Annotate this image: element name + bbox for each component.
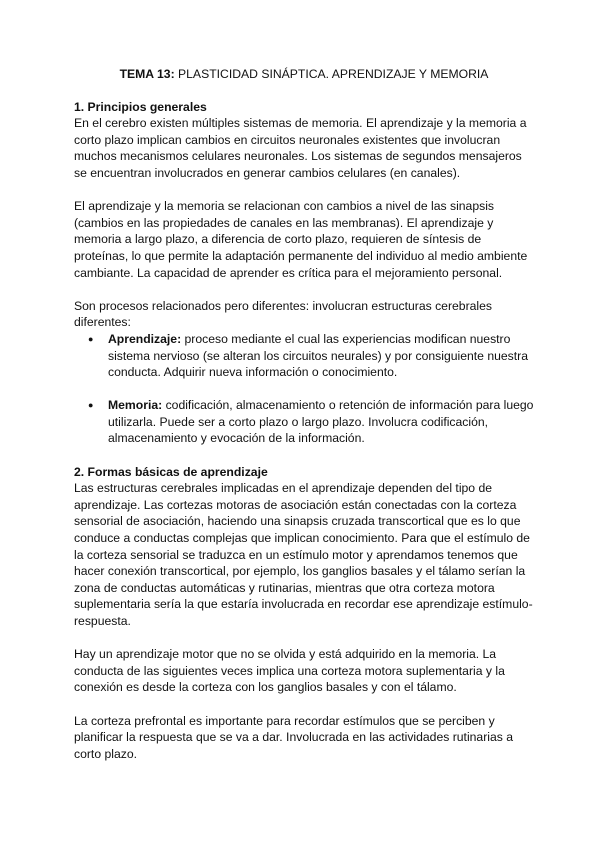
- title-text: PLASTICIDAD SINÁPTICA. APRENDIZAJE Y MEMORIA: [174, 67, 489, 81]
- document-title: [74, 66, 534, 83]
- definition-aprendizaje: proceso mediante el cual las experiencias modifican nuestro sistema nervioso (se alteran los circuitos neurales) y por consiguiente nuestra conducta. Adquirir nueva información o conocimiento.: [108, 331, 528, 380]
- list-item-memoria: [74, 397, 534, 447]
- section-2-paragraph-1: Las estructuras cerebrales implicadas en el aprendizaje dependen del tipo de aprendizaje. Las cortezas motoras de asociación están conectadas con la corteza sensorial de asociación, haciendo una sinapsis cruzada transcortical que es lo que conduce a conductas complejas que implican conocimiento. Para que el estímulo de la corteza sensorial se traduzca en un estímulo motor y aprendamos tenemos que hacer conexión transcortical, por ejemplo, los ganglios basales y el tálamo serían la zona de conductas automáticas y rutinarias, mientras que otra corteza motora suplementaria sería la que estaría involucrada en recordar ese aprendizaje estímulo-respuesta.: [74, 481, 533, 628]
- section-2-paragraph-3: La corteza prefrontal es importante para recordar estímulos que se perciben y planificar la respuesta que se va a dar. Involucrada en las actividades rutinarias a corto plazo.: [74, 713, 514, 761]
- section-1-paragraph-2: El aprendizaje y la memoria se relacionan con cambios a nivel de las sinapsis (cambios en las propiedades de canales en las membranas). El aprendizaje y memoria a largo plazo, a diferencia de corto plazo, requieren de síntesis de proteínas, lo que permite la adaptación permanente del individuo al medio ambiente cambiante. La capacidad de aprender es crítica para el mejoramiento personal.: [74, 199, 528, 280]
- document-page: [74, 66, 534, 762]
- section-1-paragraph-1: En el cerebro existen múltiples sistemas de memoria. El aprendizaje y la memoria a corto plazo implican cambios en circuitos neuronales existentes que involucran muchos mecanismos celulares neuronales. Los sistemas de segundos mensajeros se encuentran involucrados en generar cambios celulares (en canales).: [74, 116, 527, 180]
- bullet-icon: ●: [88, 333, 94, 344]
- section-2-heading: 2. Formas básicas de aprendizaje: [74, 464, 268, 479]
- list-item-aprendizaje: [74, 331, 534, 381]
- term-aprendizaje: Aprendizaje:: [108, 331, 182, 346]
- section-2-paragraph-2: Hay un aprendizaje motor que no se olvida y está adquirido en la memoria. La conducta de las siguientes veces implica una corteza motora suplementaria y la conexión es desde la corteza con los ganglios basales y con el tálamo.: [74, 647, 505, 695]
- title-prefix: TEMA 13:: [119, 67, 175, 81]
- definition-memoria: codificación, almacenamiento o retención de información para luego utilizarla. Puede ser a corto plazo o largo plazo. Involucra codificación, almacenamiento y evocación de la información.: [108, 398, 534, 446]
- term-memoria: Memoria:: [108, 398, 163, 413]
- bullet-icon: ●: [88, 400, 94, 411]
- section-1-paragraph-3: Son procesos relacionados pero diferentes: involucran estructuras cerebrales diferentes:: [74, 298, 492, 330]
- definitions-list: [74, 331, 534, 447]
- section-1-heading: 1. Principios generales: [74, 99, 207, 114]
